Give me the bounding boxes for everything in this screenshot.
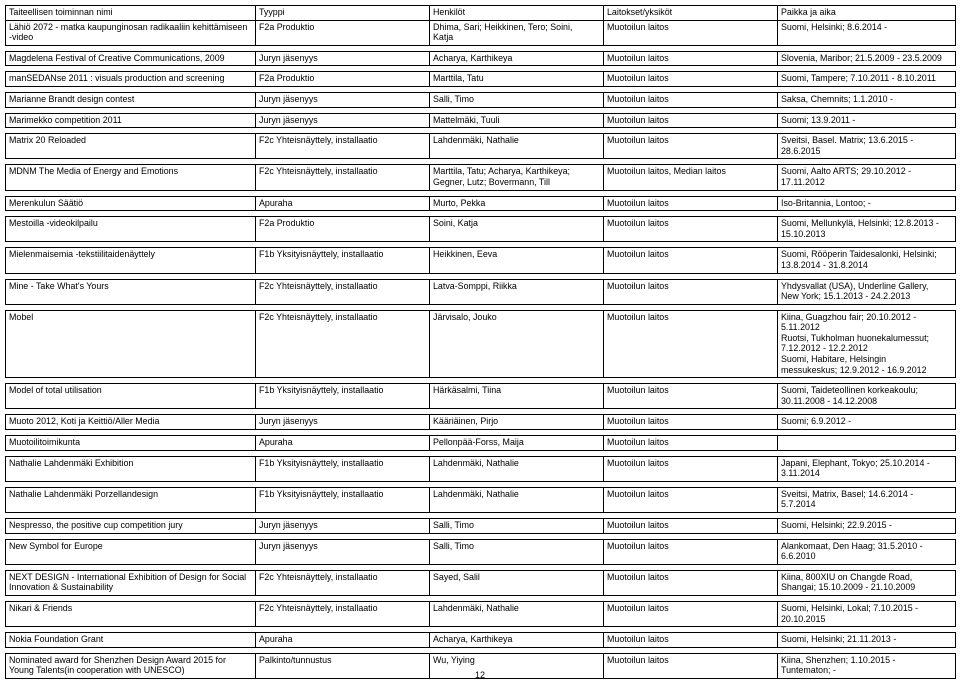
cell-text-line: Muotoilun laitos	[607, 416, 669, 427]
cell-type	[256, 134, 430, 159]
cell-persons	[430, 279, 604, 304]
cell-text-line: 7.12.2012 - 12.2.2012	[781, 343, 868, 354]
cell-text-line: Suomi, Rööperin Taidesalonki, Helsinki;	[781, 249, 937, 260]
table-row	[6, 72, 956, 87]
cell-text-line: 5.7.2014	[781, 499, 816, 510]
cell-text-line: Muotoilun laitos	[607, 457, 669, 468]
cell-type	[256, 165, 430, 190]
table-row	[6, 436, 956, 451]
cell-text-line: Muotoilun laitos	[607, 488, 669, 499]
cell-text-line: Juryn jäsenyys	[259, 93, 318, 104]
cell-text-line: Slovenia, Maribor; 21.5.2009 - 23.5.2009	[781, 52, 942, 63]
cell-text-line: Lahdenmäki, Nathalie	[433, 457, 519, 468]
cell-text-line: 6.6.2010	[781, 551, 816, 562]
cell-text-line: Matrix 20 Reloaded	[9, 135, 86, 146]
cell-text-line: Nathalie Lahdenmäki Porzellandesign	[9, 488, 158, 499]
cell-persons	[430, 487, 604, 512]
cell-persons	[430, 570, 604, 595]
cell-type	[256, 92, 430, 107]
cell-name	[6, 217, 256, 242]
cell-departments	[604, 539, 778, 564]
cell-place-time	[778, 601, 956, 626]
cell-text-line: Muotoilun laitos	[607, 21, 669, 32]
cell-name	[6, 415, 256, 430]
cell-name	[6, 20, 256, 45]
table-body	[6, 20, 956, 678]
cell-text-line: Shangai; 15.10.2009 - 21.10.2009	[781, 582, 916, 593]
cell-place-time	[778, 456, 956, 481]
cell-text-line: Suomi, Helsinki, Lokal; 7.10.2015 -	[781, 602, 919, 613]
cell-text-line: F2c Yhteisnäyttely, installaatio	[259, 280, 378, 291]
cell-text-line: Suomi, Helsinki; 22.9.2015 -	[781, 520, 892, 530]
cell-text-line: Muotoilun laitos	[607, 520, 669, 530]
cell-type	[256, 601, 430, 626]
cell-text-line: Lahdenmäki, Nathalie	[433, 488, 519, 499]
cell-text-line: Marttila, Tatu	[433, 73, 484, 84]
cell-text-line: Suomi, Tampere; 7.10.2011 - 8.10.2011	[781, 73, 936, 84]
table-row	[6, 519, 956, 534]
cell-place-time	[778, 384, 956, 409]
column-header-departments: Laitokset/yksiköt	[604, 6, 778, 21]
cell-text-line: Nominated award for Shenzhen Design Award 2015 for	[9, 654, 226, 665]
cell-persons	[430, 134, 604, 159]
cell-text-line: Innovation & Sustainability	[9, 582, 114, 593]
cell-text-line: Magdelena Festival of Creative Communications, 2009	[9, 52, 225, 63]
cell-persons	[430, 436, 604, 451]
cell-text-line: Muotoilun laitos	[607, 654, 669, 665]
cell-text-line: Lahdenmäki, Nathalie	[433, 602, 519, 613]
cell-place-time	[778, 72, 956, 87]
cell-place-time	[778, 92, 956, 107]
table-row	[6, 384, 956, 409]
cell-persons	[430, 92, 604, 107]
cell-place-time	[778, 487, 956, 512]
cell-text-line: Mobel	[9, 311, 34, 322]
table-header-row	[6, 6, 956, 21]
cell-persons	[430, 601, 604, 626]
cell-text-line: Tuntematon; -	[781, 665, 836, 676]
cell-text-line: Apuraha	[259, 634, 293, 645]
cell-name	[6, 384, 256, 409]
cell-name	[6, 196, 256, 211]
cell-text-line: Pellonpää-Forss, Maija	[433, 437, 524, 448]
cell-name	[6, 310, 256, 378]
cell-place-time	[778, 310, 956, 378]
page-number: 12	[474, 670, 485, 680]
cell-persons	[430, 248, 604, 273]
cell-text-line: Salli, Timo	[433, 540, 474, 551]
cell-text-line: Dhima, Sari; Heikkinen, Tero; Soini,	[433, 21, 573, 32]
cell-text-line: Heikkinen, Eeva	[433, 249, 498, 260]
cell-text-line: Young Talents(in cooperation with UNESCO)	[9, 665, 185, 676]
cell-text-line: Lähiö 2072 - matka kaupunginosan radikaaliin kehittämiseen	[9, 21, 248, 32]
cell-text-line: Nikari & Friends	[9, 602, 73, 613]
cell-place-time	[778, 539, 956, 564]
cell-text-line: Murto, Pekka	[433, 197, 486, 208]
cell-text-line: Muotoilun laitos	[607, 311, 669, 322]
cell-departments	[604, 279, 778, 304]
cell-persons	[430, 196, 604, 211]
cell-text-line: Sayed, Salil	[433, 571, 480, 582]
table-row	[6, 92, 956, 107]
table-row	[6, 539, 956, 564]
cell-text-line: 28.6.2015	[781, 145, 821, 156]
cell-text-line: Nespresso, the positive cup competition jury	[9, 520, 183, 530]
cell-type	[256, 248, 430, 273]
table-row	[6, 456, 956, 481]
cell-text-line: Kääriäinen, Pirjo	[433, 416, 499, 427]
cell-text-line: Sveitsi, Matrix, Basel; 14.6.2014 -	[781, 488, 914, 499]
cell-type	[256, 72, 430, 87]
cell-text-line: Salli, Timo	[433, 93, 474, 104]
cell-place-time	[778, 196, 956, 211]
cell-type	[256, 519, 430, 534]
cell-text-line: MDNM The Media of Energy and Emotions	[9, 166, 179, 177]
cell-departments	[604, 165, 778, 190]
cell-text-line: Muoto 2012, Koti ja Keittiö/Aller Media	[9, 416, 160, 427]
cell-text-line: Salli, Timo	[433, 520, 474, 530]
cell-name	[6, 570, 256, 595]
cell-persons	[430, 51, 604, 66]
cell-text-line: Nokia Foundation Grant	[9, 634, 104, 645]
cell-text-line: Muotoilun laitos	[607, 114, 669, 125]
column-header-persons: Henkilöt	[430, 6, 604, 21]
cell-type	[256, 570, 430, 595]
cell-text-line: Muotoilun laitos	[607, 280, 669, 291]
cell-text-line: Muotoilun laitos	[607, 73, 669, 84]
cell-name	[6, 51, 256, 66]
cell-text-line: F2a Produktio	[259, 73, 315, 84]
cell-text-line: Muotoilun laitos	[607, 218, 669, 229]
cell-text-line: Muotoilun laitos	[607, 540, 669, 551]
column-header-type: Tyyppi	[256, 6, 430, 21]
cell-text-line: Juryn jäsenyys	[259, 52, 318, 63]
cell-text-line: New York; 15.1.2013 - 24.2.2013	[781, 291, 911, 302]
cell-text-line: Mestoilla -videokilpailu	[9, 218, 98, 229]
table-row	[6, 113, 956, 128]
cell-place-time	[778, 436, 956, 451]
cell-text-line: F2c Yhteisnäyttely, installaatio	[259, 311, 378, 322]
cell-departments	[604, 20, 778, 45]
column-header-place-time: Paikka ja aika	[778, 6, 956, 21]
table-row	[6, 487, 956, 512]
cell-persons	[430, 519, 604, 534]
cell-text-line: Suomi, Helsinki; 21.11.2013 -	[781, 634, 897, 645]
cell-text-line: Suomi; 6.9.2012 -	[781, 416, 852, 427]
cell-text-line: Juryn jäsenyys	[259, 520, 318, 530]
table-row	[6, 633, 956, 648]
cell-name	[6, 72, 256, 87]
cell-text-line: Marttila, Tatu; Acharya, Karthikeya;	[433, 166, 570, 177]
cell-text-line: 5.11.2012	[781, 322, 820, 333]
cell-departments	[604, 601, 778, 626]
cell-text-line: 17.11.2012	[781, 176, 825, 187]
cell-text-line: F2c Yhteisnäyttely, installaatio	[259, 602, 378, 613]
cell-name	[6, 487, 256, 512]
cell-text-line: Lahdenmäki, Nathalie	[433, 135, 519, 146]
cell-text-line: Suomi, Taideteollinen korkeakoulu;	[781, 385, 918, 396]
cell-type	[256, 20, 430, 45]
cell-text-line: Japani, Elephant, Tokyo; 25.10.2014 -	[781, 457, 930, 468]
cell-text-line: 13.8.2014 - 31.8.2014	[781, 259, 868, 270]
cell-departments	[604, 384, 778, 409]
cell-text-line: Muotoilun laitos	[607, 249, 669, 260]
cell-text-line: F1b Yksityisnäyttely, installaatio	[259, 385, 384, 396]
cell-text-line: Katja	[433, 32, 454, 43]
cell-text-line: Suomi, Habitare, Helsingin	[781, 354, 887, 365]
table-row	[6, 165, 956, 190]
cell-type	[256, 279, 430, 304]
cell-text-line: Muotoilitoimikunta	[9, 437, 81, 448]
cell-departments	[604, 92, 778, 107]
cell-departments	[604, 51, 778, 66]
table-row	[6, 415, 956, 430]
cell-text-line: Saksa, Chemnits; 1.1.2010 -	[781, 93, 893, 104]
cell-text-line: Muotoilun laitos	[607, 197, 669, 208]
cell-departments	[604, 436, 778, 451]
cell-type	[256, 436, 430, 451]
cell-text-line: Acharya, Karthikeya	[433, 634, 513, 645]
cell-name	[6, 134, 256, 159]
cell-text-line: Suomi, Helsinki; 8.6.2014 -	[781, 21, 888, 32]
table-row	[6, 20, 956, 45]
cell-text-line: Mine - Take What's Yours	[9, 280, 109, 291]
cell-persons	[430, 539, 604, 564]
cell-name	[6, 633, 256, 648]
cell-place-time	[778, 134, 956, 159]
cell-name	[6, 92, 256, 107]
cell-text-line: Kiina, 800XIU on Changde Road,	[781, 571, 913, 582]
cell-type	[256, 113, 430, 128]
table-row	[6, 217, 956, 242]
cell-persons	[430, 72, 604, 87]
cell-text-line: Soini, Katja	[433, 218, 478, 229]
cell-text-line: Suomi; 13.9.2011 -	[781, 114, 856, 125]
cell-place-time	[778, 20, 956, 45]
cell-persons	[430, 217, 604, 242]
cell-name	[6, 279, 256, 304]
cell-text-line: Muotoilun laitos	[607, 52, 669, 63]
cell-text-line: 15.10.2013	[781, 228, 826, 239]
cell-text-line: manSEDANse 2011 : visuals production and screening	[9, 73, 225, 84]
cell-text-line: Härkäsalmi, Tiina	[433, 385, 502, 396]
cell-name	[6, 539, 256, 564]
cell-text-line: F2c Yhteisnäyttely, installaatio	[259, 571, 378, 582]
cell-type	[256, 456, 430, 481]
cell-text-line: -video	[9, 32, 34, 43]
cell-place-time	[778, 217, 956, 242]
cell-text-line: Muotoilun laitos	[607, 437, 669, 448]
column-header-name: Taiteellisen toiminnan nimi	[6, 6, 256, 21]
cell-type	[256, 487, 430, 512]
cell-type	[256, 633, 430, 648]
cell-text-line: Palkinto/tunnustus	[259, 654, 332, 665]
cell-departments	[604, 196, 778, 211]
cell-text-line: 30.11.2008 - 14.12.2008	[781, 395, 878, 406]
cell-text-line: Muotoilun laitos	[607, 135, 669, 146]
cell-text-line: Juryn jäsenyys	[259, 416, 318, 427]
activity-table	[5, 5, 956, 679]
cell-text-line: Kiina, Guagzhou fair; 20.10.2012 -	[781, 311, 917, 322]
cell-type	[256, 196, 430, 211]
cell-departments	[604, 248, 778, 273]
cell-text-line: F1b Yksityisnäyttely, installaatio	[259, 457, 384, 468]
cell-text-line: Marianne Brandt design contest	[9, 93, 135, 104]
cell-persons	[430, 456, 604, 481]
cell-text-line: Marimekko competition 2011	[9, 114, 122, 125]
cell-persons	[430, 113, 604, 128]
cell-text-line: 20.10.2015	[781, 613, 826, 624]
cell-text-line: F2a Produktio	[259, 218, 315, 229]
cell-text-line: Kiina, Shenzhen; 1.10.2015 -	[781, 654, 896, 665]
cell-name	[6, 165, 256, 190]
cell-text-line: Apuraha	[259, 197, 293, 208]
cell-text-line: Juryn jäsenyys	[259, 114, 318, 125]
cell-departments	[604, 72, 778, 87]
table-row	[6, 134, 956, 159]
cell-name	[6, 519, 256, 534]
cell-text-line: Suomi, Mellunkylä, Helsinki; 12.8.2013 -	[781, 218, 939, 229]
cell-departments	[604, 570, 778, 595]
table-row	[6, 601, 956, 626]
cell-place-time	[778, 113, 956, 128]
cell-place-time	[778, 165, 956, 190]
cell-place-time	[778, 248, 956, 273]
table-row	[6, 570, 956, 595]
cell-departments	[604, 456, 778, 481]
cell-departments	[604, 415, 778, 430]
cell-departments	[604, 519, 778, 534]
cell-text-line: Muotoilun laitos	[607, 634, 669, 645]
cell-type	[256, 217, 430, 242]
cell-type	[256, 310, 430, 378]
cell-text-line: F2c Yhteisnäyttely, installaatio	[259, 135, 378, 146]
cell-text-line: Järvisalo, Jouko	[433, 311, 497, 322]
cell-text-line: Iso-Britannia, Lontoo; -	[781, 197, 871, 208]
cell-text-line: Acharya, Karthikeya	[433, 52, 513, 63]
cell-text-line: F1b Yksityisnäyttely, installaatio	[259, 488, 384, 499]
cell-type	[256, 415, 430, 430]
cell-name	[6, 248, 256, 273]
table-row	[6, 310, 956, 378]
cell-text-line: Suomi, Aalto ARTS; 29.10.2012 -	[781, 166, 912, 177]
cell-persons	[430, 415, 604, 430]
cell-text-line: Sveitsi, Basel. Matrix; 13.6.2015 -	[781, 135, 914, 146]
cell-type	[256, 539, 430, 564]
cell-text-line: 3.11.2014	[781, 468, 820, 479]
table-row	[6, 196, 956, 211]
cell-departments	[604, 217, 778, 242]
cell-text-line: Muotoilun laitos, Median laitos	[607, 166, 726, 177]
cell-type	[256, 384, 430, 409]
cell-persons	[430, 20, 604, 45]
cell-text-line: messukeskus; 12.9.2012 - 16.9.2012	[781, 364, 927, 375]
cell-place-time	[778, 519, 956, 534]
cell-place-time	[778, 279, 956, 304]
cell-persons	[430, 310, 604, 378]
cell-text-line: Latva-Somppi, Riikka	[433, 280, 517, 291]
cell-name	[6, 436, 256, 451]
cell-place-time	[778, 415, 956, 430]
cell-text-line: Wu, Yiying	[433, 654, 475, 665]
cell-departments	[604, 113, 778, 128]
cell-departments	[604, 633, 778, 648]
cell-departments	[604, 134, 778, 159]
cell-text-line: Juryn jäsenyys	[259, 540, 318, 551]
cell-text-line: F2c Yhteisnäyttely, installaatio	[259, 166, 378, 177]
cell-place-time	[778, 51, 956, 66]
cell-text-line: Yhdysvallat (USA), Underline Gallery,	[781, 280, 929, 291]
cell-text-line: F2a Produktio	[259, 21, 315, 32]
cell-text-line: F1b Yksityisnäyttely, installaatio	[259, 249, 384, 260]
cell-persons	[430, 384, 604, 409]
cell-text-line: Merenkulun Säätiö	[9, 197, 84, 208]
cell-text-line: Muotoilun laitos	[607, 93, 669, 104]
cell-text-line: Model of total utilisation	[9, 385, 102, 396]
cell-text-line: Ruotsi, Tukholman huonekalumessut;	[781, 332, 929, 343]
cell-place-time	[778, 570, 956, 595]
cell-text-line: Nathalie Lahdenmäki Exhibition	[9, 457, 134, 468]
cell-text-line: Muotoilun laitos	[607, 571, 669, 582]
cell-place-time	[778, 633, 956, 648]
table-row	[6, 51, 956, 66]
cell-text-line: Alankomaat, Den Haag; 31.5.2010 -	[781, 540, 923, 551]
cell-name	[6, 113, 256, 128]
cell-name	[6, 601, 256, 626]
table-row	[6, 279, 956, 304]
cell-text-line: Mielenmaisemia -tekstiilitaidenäyttely	[9, 249, 155, 260]
cell-text-line: Muotoilun laitos	[607, 602, 669, 613]
cell-departments	[604, 310, 778, 378]
cell-text-line: Mattelmäki, Tuuli	[433, 114, 500, 125]
cell-departments	[604, 487, 778, 512]
cell-type	[256, 51, 430, 66]
cell-persons	[430, 165, 604, 190]
cell-text-line: Apuraha	[259, 437, 293, 448]
cell-text-line: Muotoilun laitos	[607, 385, 669, 396]
cell-text-line: Gegner, Lutz; Bovermann, Till	[433, 176, 550, 187]
cell-text-line: New Symbol for Europe	[9, 540, 103, 551]
table-row	[6, 248, 956, 273]
cell-name	[6, 456, 256, 481]
cell-persons	[430, 633, 604, 648]
cell-text-line: NEXT DESIGN - International Exhibition of Design for Social	[9, 571, 247, 582]
